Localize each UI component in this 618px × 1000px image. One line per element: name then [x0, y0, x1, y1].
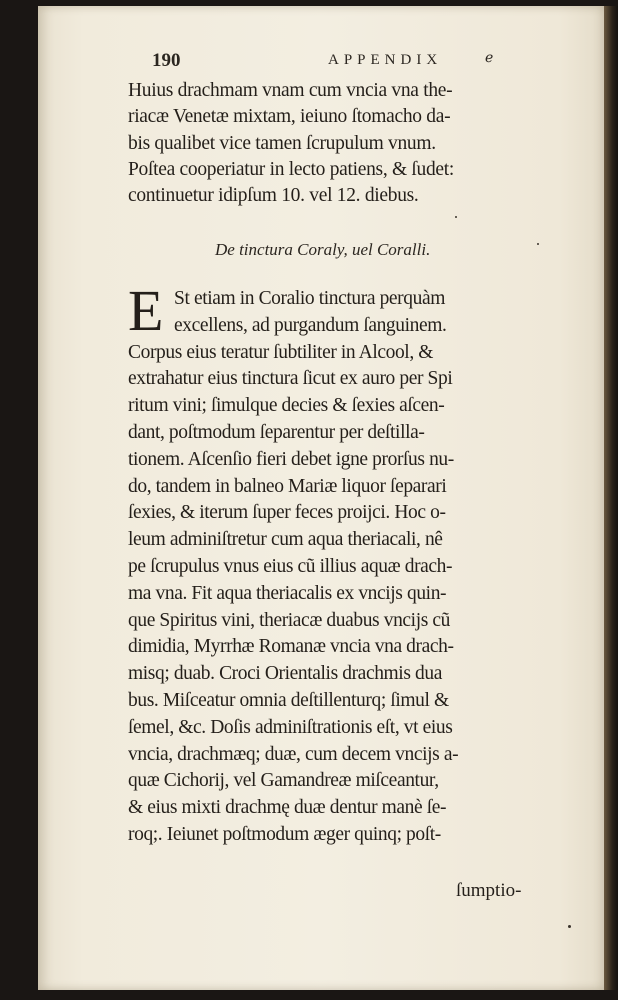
ink-speck — [455, 216, 457, 218]
ornament-icon: ℯ — [485, 51, 494, 66]
ink-speck — [568, 925, 571, 928]
text-line: dimidia, Myrrhæ Romanæ vncia vna drach- — [128, 636, 454, 658]
text-line: misq; duab. Croci Orientalis drachmis dua — [128, 663, 442, 685]
text-line: & eius mixti drachmę duæ dentur manè ſe- — [128, 797, 447, 819]
text-line: quæ Cichorij, vel Gamandreæ miſceantur, — [128, 770, 439, 792]
text-line: ma vna. Fit aqua theriacalis ex vncijs quin- — [128, 582, 447, 604]
text-line: riacæ Venetæ mixtam, ieiuno ſtomacho da- — [128, 106, 451, 128]
page-header — [38, 50, 604, 76]
top-paragraph — [128, 78, 572, 209]
catchword: ſumptio- — [456, 880, 522, 901]
text-line: bis qualibet vice tamen ſcrupulum vnum. — [128, 132, 436, 154]
text-line: ritum vini; ſimulque decies & ſexies aſcen- — [128, 395, 445, 417]
text-line: St etiam in Coralio tinctura perquàm — [174, 288, 445, 309]
text-line: que Spiritus vini, theriacæ duabus vncijs cũ — [128, 609, 450, 631]
body-paragraph — [128, 278, 572, 849]
ink-speck — [537, 243, 539, 245]
text-line: Huius drachmam vnam cum vncia vna the- — [128, 80, 453, 101]
text-line: Poſtea cooperiatur in lecto patiens, & ſudet: — [128, 158, 455, 180]
text-line: vncia, drachmæq; duæ, cum decem vncijs a- — [128, 743, 459, 765]
text-line: extrahatur eius tinctura ſicut ex auro per Spi — [128, 368, 453, 390]
text-line: dant, poſtmodum ſeparentur per deſtilla- — [128, 421, 425, 443]
page-number: 190 — [152, 50, 181, 71]
text-line: continuetur idipſum 10. vel 12. diebus. — [128, 185, 419, 207]
running-head: APPENDIX — [328, 52, 443, 68]
binding-shadow — [604, 6, 618, 990]
text-line: roq;. Ieiunet poſtmodum æger quinq; poſt- — [128, 823, 441, 845]
section-heading: De tinctura Coraly, uel Coralli. — [215, 240, 431, 259]
text-line: Corpus eius teratur ſubtiliter in Alcool, & — [128, 341, 434, 363]
text-line: bus. Miſceatur omnia deſtillenturq; ſimul & — [128, 689, 449, 711]
text-line: do, tandem in balneo Mariæ liquor ſeparari — [128, 475, 447, 497]
text-line: leum adminiſtretur cum aqua theriacali, nê — [128, 529, 443, 551]
text-line: excellens, ad purgandum ſanguinem. — [174, 314, 447, 336]
text-line: ſemel, &c. Doſis adminiſtrationis eſt, vt eius — [128, 716, 453, 738]
text-line: tionem. Aſcenſio fieri debet igne prorſus nu- — [128, 448, 454, 470]
text-line: pe ſcrupulus vnus eius cũ illius aquæ drach- — [128, 555, 453, 577]
drop-cap-initial: E — [128, 278, 164, 343]
text-line: ſexies, & iterum ſuper feces proijci. Hoc o- — [128, 502, 446, 524]
